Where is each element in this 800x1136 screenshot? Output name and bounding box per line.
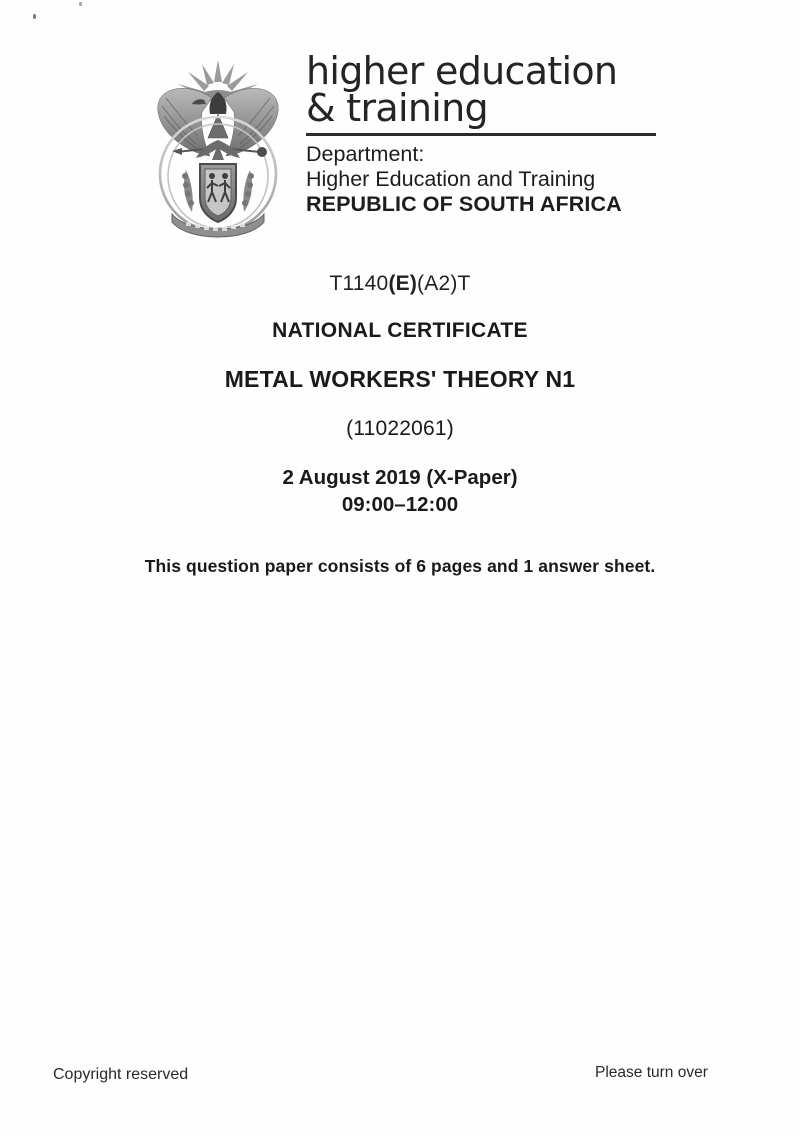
masthead <box>306 49 658 217</box>
department-block <box>306 142 658 217</box>
scan-artifact-speck <box>79 2 82 6</box>
paper-code-suffix: (A2)T <box>417 272 471 295</box>
subject-code: (11022061) <box>346 417 454 440</box>
coat-of-arms-icon <box>142 52 294 244</box>
logotype <box>306 49 658 130</box>
paper-code-prefix: T1140 <box>329 272 389 295</box>
subject-title: METAL WORKERS' THEORY N1 <box>224 366 576 392</box>
department-name: Higher Education and Training <box>306 167 596 192</box>
exam-time: 09:00–12:00 <box>341 493 459 517</box>
paper-code-bold: (E) <box>388 272 418 295</box>
page-count-note: This question paper consists of 6 pages and 1 answer sheet. <box>144 556 656 576</box>
paper-code <box>0 272 800 296</box>
department-label: Department: <box>306 142 425 167</box>
exam-datetime <box>0 464 800 518</box>
masthead-divider <box>306 133 656 136</box>
scan-artifact-speck <box>33 14 36 19</box>
certificate-title: NATIONAL CERTIFICATE <box>272 319 528 342</box>
turn-over-notice: Please turn over <box>595 1064 708 1081</box>
title-block <box>0 272 800 518</box>
logotype-line-2: & training <box>306 85 488 130</box>
copyright-notice: Copyright reserved <box>53 1066 189 1083</box>
logotype-line-1: higher education <box>306 49 618 93</box>
letterhead <box>0 49 800 244</box>
country-label: REPUBLIC OF SOUTH AFRICA <box>306 192 622 217</box>
exam-date: 2 August 2019 (X-Paper) <box>282 466 518 489</box>
